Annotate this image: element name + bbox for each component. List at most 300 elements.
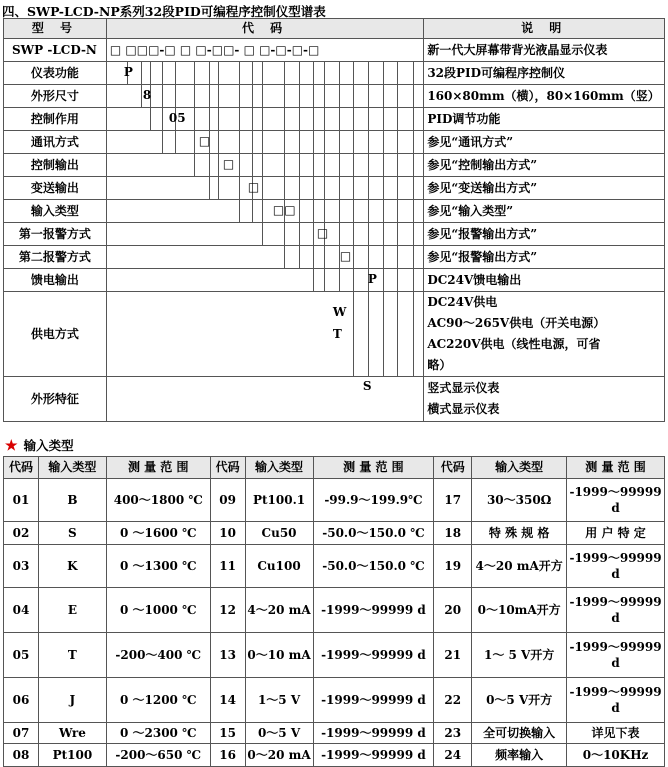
spec-label: 外形尺寸 — [4, 85, 107, 108]
code-column-line — [368, 131, 369, 154]
code-mark: T — [332, 327, 342, 341]
model-spectrum-table — [3, 18, 665, 422]
code-column-line — [194, 131, 195, 154]
code-column-line — [339, 62, 340, 85]
code-column-line — [218, 85, 219, 108]
input-input-type: 特 殊 规 格 — [472, 522, 567, 545]
code-column-line — [353, 246, 354, 269]
code-column-line — [368, 85, 369, 108]
spec-row — [4, 62, 665, 85]
code-column-line — [141, 85, 142, 108]
code-column-line — [339, 223, 340, 246]
input-table-header: 代码 — [434, 457, 472, 479]
spec-row — [4, 177, 665, 200]
code-column-line — [368, 200, 369, 223]
spec-description — [424, 131, 665, 154]
input-code: 24 — [434, 744, 472, 767]
spec-row — [4, 85, 665, 108]
code-mark: □ — [339, 249, 352, 263]
input-input-type: 0～5 V — [245, 723, 313, 744]
code-column-line — [397, 246, 398, 269]
code-column-line — [252, 154, 253, 177]
code-column-line — [262, 177, 263, 200]
code-mark: 05 — [168, 111, 186, 125]
spec-label: 馈电输出 — [4, 269, 107, 292]
code-column-line — [299, 223, 300, 246]
input-table-header: 输入类型 — [472, 457, 567, 479]
input-input-type: Pt100 — [38, 744, 106, 767]
code-column-line — [383, 62, 384, 85]
model-name: SWP -LCD-N — [4, 39, 107, 62]
description-line: 略） — [427, 358, 452, 372]
code-column-line — [353, 62, 354, 85]
spec-description — [424, 269, 665, 292]
code-column-line — [252, 85, 253, 108]
input-range: -99.9～199.9℃ — [313, 479, 434, 522]
spec-description — [424, 108, 665, 131]
code-column-line — [209, 85, 210, 108]
input-range: -1999～99999 d — [567, 633, 665, 678]
spec-code — [106, 223, 423, 246]
input-type-row — [4, 633, 665, 678]
spec-code — [106, 62, 423, 85]
input-code: 08 — [4, 744, 39, 767]
input-code: 10 — [210, 522, 245, 545]
input-input-type: 全可切换输入 — [472, 723, 567, 744]
code-column-line — [368, 177, 369, 200]
input-type-section-title: ★ 输入类型 — [5, 438, 74, 454]
code-column-line — [383, 269, 384, 292]
spec-label: 控制作用 — [4, 108, 107, 131]
code-column-line — [299, 108, 300, 131]
input-range: -1999～99999 d — [313, 723, 434, 744]
code-column-line — [339, 269, 340, 292]
input-input-type: Cu50 — [245, 522, 313, 545]
code-column-line — [175, 62, 176, 85]
code-column-line — [353, 177, 354, 200]
code-column-line — [368, 62, 369, 85]
input-type-row — [4, 723, 665, 744]
code-column-line — [262, 223, 263, 246]
code-column-line — [324, 85, 325, 108]
code-column-line — [397, 85, 398, 108]
input-code: 20 — [434, 588, 472, 633]
code-column-line — [299, 246, 300, 269]
code-column-line — [262, 85, 263, 108]
header-desc: 说 明 — [424, 19, 665, 39]
code-column-line — [284, 154, 285, 177]
code-column-line — [209, 177, 210, 200]
input-range: 0 ～1000 ℃ — [106, 588, 210, 633]
description-line: 160×80mm（横），80×160mm（竖） — [427, 88, 660, 103]
input-input-type: 4～20 mA — [245, 588, 313, 633]
input-input-type: 0～5 V开方 — [472, 678, 567, 723]
code-column-line — [413, 269, 414, 292]
description-line: DC24V馈电输出 — [427, 272, 522, 287]
spec-description — [424, 200, 665, 223]
code-column-line — [413, 223, 414, 246]
page-title: 四、SWP-LCD-NP系列32段PID可编程序控制仪型谱表 — [2, 4, 326, 19]
code-column-line — [262, 154, 263, 177]
code-column-line — [383, 223, 384, 246]
code-column-line — [397, 131, 398, 154]
code-column-line — [194, 108, 195, 131]
code-column-line — [218, 131, 219, 154]
model-description: 新一代大屏幕带背光液晶显示仪表 — [424, 39, 665, 62]
input-table-header: 测 量 范 围 — [106, 457, 210, 479]
input-table-header: 代码 — [4, 457, 39, 479]
input-code: 15 — [210, 723, 245, 744]
code-column-line — [262, 200, 263, 223]
input-code: 17 — [434, 479, 472, 522]
input-range: 详见下表 — [567, 723, 665, 744]
code-column-line — [313, 108, 314, 131]
code-column-line — [313, 200, 314, 223]
spec-code — [106, 246, 423, 269]
code-column-line — [413, 85, 414, 108]
code-column-line — [299, 200, 300, 223]
spec-code — [106, 292, 423, 377]
input-table-header: 输入类型 — [38, 457, 106, 479]
code-column-line — [368, 246, 369, 269]
input-type-row — [4, 479, 665, 522]
input-input-type: 0～10 mA — [245, 633, 313, 678]
input-code: 23 — [434, 723, 472, 744]
description-line: 参见“输入类型” — [427, 203, 514, 218]
code-column-line — [339, 131, 340, 154]
code-column-line — [353, 223, 354, 246]
spec-label: 第二报警方式 — [4, 246, 107, 269]
code-column-line — [239, 85, 240, 108]
code-column-line — [262, 131, 263, 154]
description-line: 参见“变送输出方式” — [427, 180, 538, 195]
code-column-line — [368, 154, 369, 177]
spec-code — [106, 108, 423, 131]
input-input-type: 4～20 mA开方 — [472, 545, 567, 588]
code-column-line — [413, 246, 414, 269]
code-column-line — [397, 269, 398, 292]
spec-description — [424, 177, 665, 200]
code-column-line — [299, 131, 300, 154]
spec-code — [106, 200, 423, 223]
input-input-type: E — [38, 588, 106, 633]
description-line: 竖式显示仪表 — [427, 381, 500, 395]
code-column-line — [353, 269, 354, 292]
input-code: 01 — [4, 479, 39, 522]
code-column-line — [397, 223, 398, 246]
code-column-line — [383, 200, 384, 223]
code-column-line — [383, 246, 384, 269]
spec-row — [4, 108, 665, 131]
code-column-line — [218, 177, 219, 200]
code-column-line — [353, 108, 354, 131]
input-code: 09 — [210, 479, 245, 522]
input-input-type: Wre — [38, 723, 106, 744]
code-column-line — [313, 223, 314, 246]
input-code: 03 — [4, 545, 39, 588]
code-column-line — [413, 108, 414, 131]
description-line: 参见“通讯方式” — [427, 134, 514, 149]
input-input-type: J — [38, 678, 106, 723]
spec-code — [106, 177, 423, 200]
code-column-line — [252, 200, 253, 223]
spec-label: 仪表功能 — [4, 62, 107, 85]
input-code: 22 — [434, 678, 472, 723]
input-code: 18 — [434, 522, 472, 545]
input-code: 07 — [4, 723, 39, 744]
code-column-line — [313, 154, 314, 177]
code-column-line — [262, 108, 263, 131]
input-input-type: 1～5 V — [245, 678, 313, 723]
code-column-line — [284, 177, 285, 200]
code-column-line — [368, 292, 369, 377]
spec-description — [424, 154, 665, 177]
code-column-line — [397, 177, 398, 200]
code-column-line — [252, 62, 253, 85]
input-range: 0 ～1600 ℃ — [106, 522, 210, 545]
spec-label: 通讯方式 — [4, 131, 107, 154]
code-column-line — [313, 269, 314, 292]
code-mark: □□ — [272, 203, 296, 217]
code-column-line — [383, 85, 384, 108]
input-range: -1999～99999 d — [313, 633, 434, 678]
description-line: 32段PID可编程序控制仪 — [427, 65, 566, 80]
spec-code — [106, 377, 423, 422]
code-column-line — [324, 269, 325, 292]
spec-description — [424, 292, 665, 377]
code-column-line — [413, 200, 414, 223]
code-mark: P — [367, 272, 377, 286]
input-type-row — [4, 588, 665, 633]
input-range: -1999～99999 d — [313, 678, 434, 723]
input-code: 02 — [4, 522, 39, 545]
code-column-line — [194, 62, 195, 85]
input-code: 21 — [434, 633, 472, 678]
input-code: 14 — [210, 678, 245, 723]
input-input-type: B — [38, 479, 106, 522]
code-column-line — [218, 62, 219, 85]
spec-row — [4, 154, 665, 177]
code-column-line — [239, 62, 240, 85]
code-column-line — [324, 108, 325, 131]
code-column-line — [299, 85, 300, 108]
code-column-line — [150, 108, 151, 131]
spec-row — [4, 200, 665, 223]
spec-description — [424, 246, 665, 269]
description-line: 横式显示仪表 — [427, 402, 500, 416]
spec-row — [4, 377, 665, 422]
input-input-type: 1～ 5 V开方 — [472, 633, 567, 678]
code-column-line — [239, 108, 240, 131]
input-type-row — [4, 744, 665, 767]
code-column-line — [383, 108, 384, 131]
input-type-table — [3, 456, 665, 767]
code-column-line — [397, 154, 398, 177]
description-line: 参见“控制输出方式” — [427, 157, 538, 172]
description-line: DC24V供电 — [427, 295, 498, 309]
code-column-line — [413, 292, 414, 377]
code-mark: P — [123, 65, 133, 79]
code-column-line — [324, 246, 325, 269]
code-column-line — [413, 131, 414, 154]
spec-description — [424, 85, 665, 108]
code-column-line — [252, 131, 253, 154]
code-column-line — [353, 200, 354, 223]
header-type: 型 号 — [4, 19, 107, 39]
code-column-line — [209, 62, 210, 85]
code-column-line — [397, 108, 398, 131]
input-code: 04 — [4, 588, 39, 633]
input-range: 400～1800 ℃ — [106, 479, 210, 522]
code-column-line — [339, 177, 340, 200]
input-table-header: 代码 — [210, 457, 245, 479]
input-code: 06 — [4, 678, 39, 723]
spec-code — [106, 131, 423, 154]
code-column-line — [162, 85, 163, 108]
code-column-line — [284, 85, 285, 108]
code-column-line — [397, 200, 398, 223]
input-input-type: K — [38, 545, 106, 588]
description-line: AC90～265V供电（开关电源） — [427, 316, 606, 330]
code-column-line — [262, 62, 263, 85]
input-range: 0～10KHz — [567, 744, 665, 767]
spec-label: 第一报警方式 — [4, 223, 107, 246]
input-range: -1999～99999 d — [313, 588, 434, 633]
code-column-line — [353, 131, 354, 154]
code-column-line — [313, 85, 314, 108]
spec-row — [4, 246, 665, 269]
code-column-line — [284, 246, 285, 269]
code-mark: W — [332, 305, 347, 319]
code-mark: □ — [198, 134, 211, 148]
code-column-line — [339, 85, 340, 108]
code-mark: 8 — [142, 88, 152, 102]
input-table-header: 测 量 范 围 — [313, 457, 434, 479]
spec-label: 变送输出 — [4, 177, 107, 200]
code-column-line — [313, 177, 314, 200]
input-range: 0 ～1300 ℃ — [106, 545, 210, 588]
code-column-line — [218, 108, 219, 131]
input-type-row — [4, 545, 665, 588]
code-column-line — [397, 62, 398, 85]
input-input-type: Pt100.1 — [245, 479, 313, 522]
code-column-line — [324, 200, 325, 223]
code-column-line — [194, 85, 195, 108]
code-column-line — [239, 177, 240, 200]
code-column-line — [353, 292, 354, 377]
code-column-line — [368, 223, 369, 246]
input-input-type: 0～20 mA — [245, 744, 313, 767]
code-column-line — [209, 154, 210, 177]
input-range: -50.0～150.0 ℃ — [313, 522, 434, 545]
spec-description — [424, 62, 665, 85]
code-column-line — [239, 200, 240, 223]
spec-label: 输入类型 — [4, 200, 107, 223]
code-column-line — [284, 131, 285, 154]
code-column-line — [339, 154, 340, 177]
input-range: -200～650 ℃ — [106, 744, 210, 767]
input-code: 05 — [4, 633, 39, 678]
description-line: 参见“报警输出方式” — [427, 249, 538, 264]
code-column-line — [175, 85, 176, 108]
input-code: 12 — [210, 588, 245, 633]
code-column-line — [413, 177, 414, 200]
code-column-line — [368, 108, 369, 131]
spec-row — [4, 269, 665, 292]
code-mark: S — [362, 379, 372, 393]
spec-row — [4, 223, 665, 246]
code-column-line — [194, 154, 195, 177]
code-column-line — [313, 62, 314, 85]
code-column-line — [162, 62, 163, 85]
input-input-type: Cu100 — [245, 545, 313, 588]
input-type-row — [4, 678, 665, 723]
input-table-header: 测 量 范 围 — [567, 457, 665, 479]
input-range: 0 ～1200 ℃ — [106, 678, 210, 723]
spec-code — [106, 269, 423, 292]
spec-code — [106, 154, 423, 177]
code-pattern: □ □□□-□ □ □-□□- □ □-□-□-□ — [106, 39, 423, 62]
code-column-line — [313, 246, 314, 269]
code-column-line — [353, 154, 354, 177]
input-input-type: 30～350Ω — [472, 479, 567, 522]
code-column-line — [252, 108, 253, 131]
code-column-line — [383, 292, 384, 377]
header-code: 代 码 — [106, 19, 423, 39]
spec-row — [4, 292, 665, 377]
input-range: 0 ～2300 ℃ — [106, 723, 210, 744]
input-input-type: 频率输入 — [472, 744, 567, 767]
code-column-line — [162, 131, 163, 154]
code-column-line — [209, 108, 210, 131]
code-column-line — [284, 62, 285, 85]
input-range: -1999～99999 d — [567, 588, 665, 633]
spec-row — [4, 131, 665, 154]
input-code: 16 — [210, 744, 245, 767]
star-icon: ★ — [5, 438, 18, 454]
code-mark: □ — [247, 180, 260, 194]
code-column-line — [339, 200, 340, 223]
input-code: 19 — [434, 545, 472, 588]
code-column-line — [324, 154, 325, 177]
code-column-line — [353, 85, 354, 108]
code-column-line — [299, 154, 300, 177]
code-column-line — [284, 223, 285, 246]
input-input-type: S — [38, 522, 106, 545]
spec-code — [106, 85, 423, 108]
code-column-line — [299, 177, 300, 200]
spec-description — [424, 377, 665, 422]
code-column-line — [150, 62, 151, 85]
code-column-line — [175, 131, 176, 154]
code-column-line — [413, 62, 414, 85]
code-column-line — [324, 131, 325, 154]
spec-label: 控制输出 — [4, 154, 107, 177]
code-column-line — [383, 131, 384, 154]
spec-label: 外形特征 — [4, 377, 107, 422]
code-column-line — [339, 108, 340, 131]
code-column-line — [397, 292, 398, 377]
code-column-line — [324, 62, 325, 85]
input-range: -1999～99999 d — [313, 744, 434, 767]
code-column-line — [324, 177, 325, 200]
description-line: AC220V供电（线性电源，可省 — [427, 337, 601, 351]
input-input-type: 0～10mA开方 — [472, 588, 567, 633]
input-input-type: T — [38, 633, 106, 678]
input-table-header: 输入类型 — [245, 457, 313, 479]
input-range: -200～400 ℃ — [106, 633, 210, 678]
code-column-line — [383, 154, 384, 177]
